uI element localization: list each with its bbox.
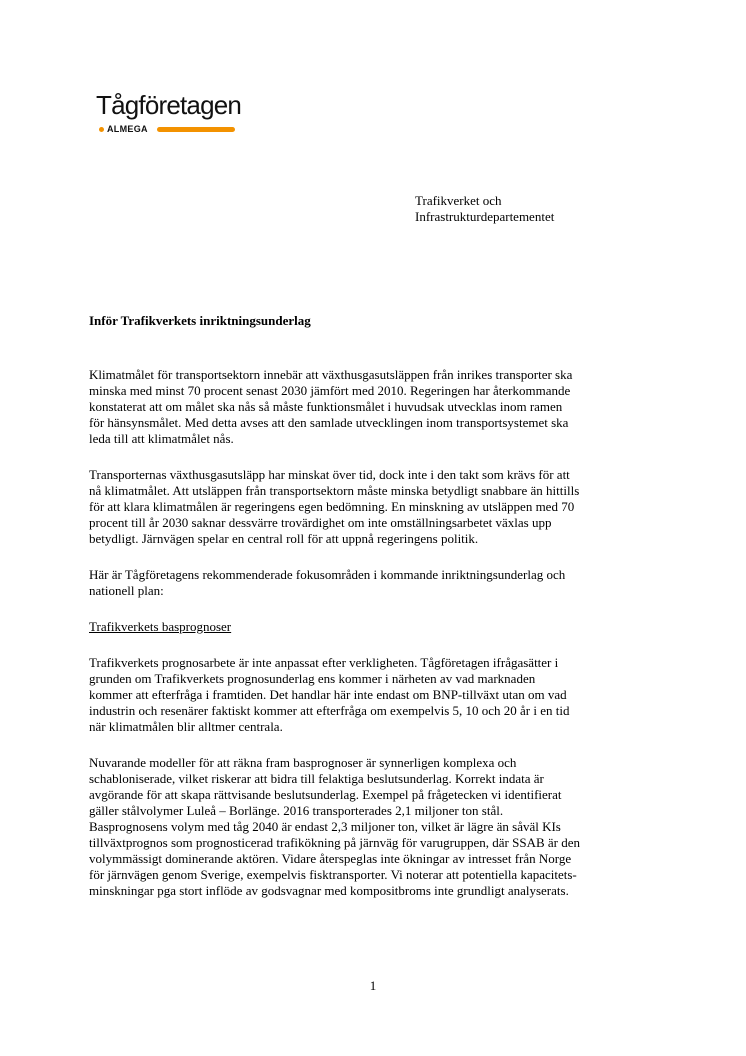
text-line: för hänsynsmålet. Med detta avses att den samlade utvecklingen inom transportsystemet ska (89, 415, 569, 430)
recipient-line: Infrastrukturdepartementet (415, 209, 555, 224)
text-line: Klimatmålet för transportsektorn innebär att växthusgasutsläppen från inrikes transporter ska (89, 367, 573, 382)
text-line: Nuvarande modeller för att räkna fram basprognoser är synnerligen komplexa och (89, 755, 517, 770)
paragraph-1 (89, 367, 659, 447)
logo-subtitle: ALMEGA (107, 124, 148, 134)
text-line: Basprognosens volym med tåg 2040 är endast 2,3 miljoner ton, vilket är lägre än såväl KIs (89, 819, 561, 834)
text-line: nå klimatmålet. Att utsläppen från transportsektorn måste minska betydligt snabbare än hittills (89, 483, 580, 498)
text-line: procent till år 2030 saknar dessvärre trovärdighet om inte omställningsarbetet växlas upp (89, 515, 552, 530)
text-line: minskningar pga stort inflöde av godsvagnar med kompositbroms inte grundligt analyserats. (89, 883, 569, 898)
document-body (89, 313, 659, 899)
text-line: för järnvägen genom Sverige, exempelvis fisktransporter. Vi noterar att potentiella kapacitets- (89, 867, 577, 882)
text-line: kommer att efterfråga i framtiden. Det handlar här inte endast om BNP-tillväxt utan om vad (89, 687, 567, 702)
tagforetagen-logo (96, 90, 246, 136)
recipient-block (415, 193, 554, 225)
text-line: leda till att klimatmålet nås. (89, 431, 234, 446)
paragraph-3 (89, 567, 659, 599)
text-line: för att klara klimatmålen är regeringens egen bedömning. En minskning av utsläppen med 70 (89, 499, 575, 514)
document-heading: Inför Trafikverkets inriktningsunderlag (89, 313, 311, 328)
text-line: tillväxtprognos som prognosticerad trafikökning på järnväg för varugruppen, där SSAB är den (89, 835, 580, 850)
text-line: Transporternas växthusgasutsläpp har minskat över tid, dock inte i den takt som krävs för att (89, 467, 570, 482)
text-line: Här är Tågföretagens rekommenderade fokusområden i kommande inriktningsunderlag och (89, 567, 566, 582)
recipient-line: Trafikverket och (415, 193, 502, 208)
text-line: nationell plan: (89, 583, 164, 598)
logo-wordmark: Tågföretagen (96, 90, 242, 120)
logo-bar-icon (157, 127, 235, 132)
text-line: Trafikverkets prognosarbete är inte anpassat efter verkligheten. Tågföretagen ifrågasätter i (89, 655, 559, 670)
text-line: när klimatmålen blir alltmer centrala. (89, 719, 283, 734)
section-paragraph-2 (89, 755, 659, 899)
page-number: 1 (369, 978, 377, 993)
text-line: konstaterat att om målet ska nås så måste funktionsmålet i huvudsak utvecklas inom ramen (89, 399, 563, 414)
section-paragraph-1 (89, 655, 659, 735)
text-line: betydligt. Järnvägen spelar en central roll för att uppnå regeringens politik. (89, 531, 479, 546)
text-line: avgörande för att skapa rättvisande beslutsunderlag. Exempel på frågetecken vi identifierat (89, 787, 562, 802)
section-heading: Trafikverkets basprognoser (89, 619, 232, 634)
text-line: schabloniserade, vilket riskerar att bidra till felaktiga beslutsunderlag. Korrekt indata är (89, 771, 544, 786)
text-line: grunden om Trafikverkets prognosunderlag ens kommer i närheten av vad marknaden (89, 671, 536, 686)
text-line: gäller stålvolymer Luleå – Borlänge. 2016 transporterades 2,1 miljoner ton stål. (89, 803, 504, 818)
text-line: minska med minst 70 procent senast 2030 jämfört med 2010. Regeringen har återkommande (89, 383, 571, 398)
text-line: volymmässigt dominerande aktören. Vidare återspeglas inte ökningar av intresset från Norge (89, 851, 572, 866)
logo-dot-icon (99, 127, 104, 132)
paragraph-2 (89, 467, 659, 547)
text-line: industrin och resenärer faktiskt kommer att efterfråga om exempelvis 5, 10 och 20 år i en tid (89, 703, 570, 718)
